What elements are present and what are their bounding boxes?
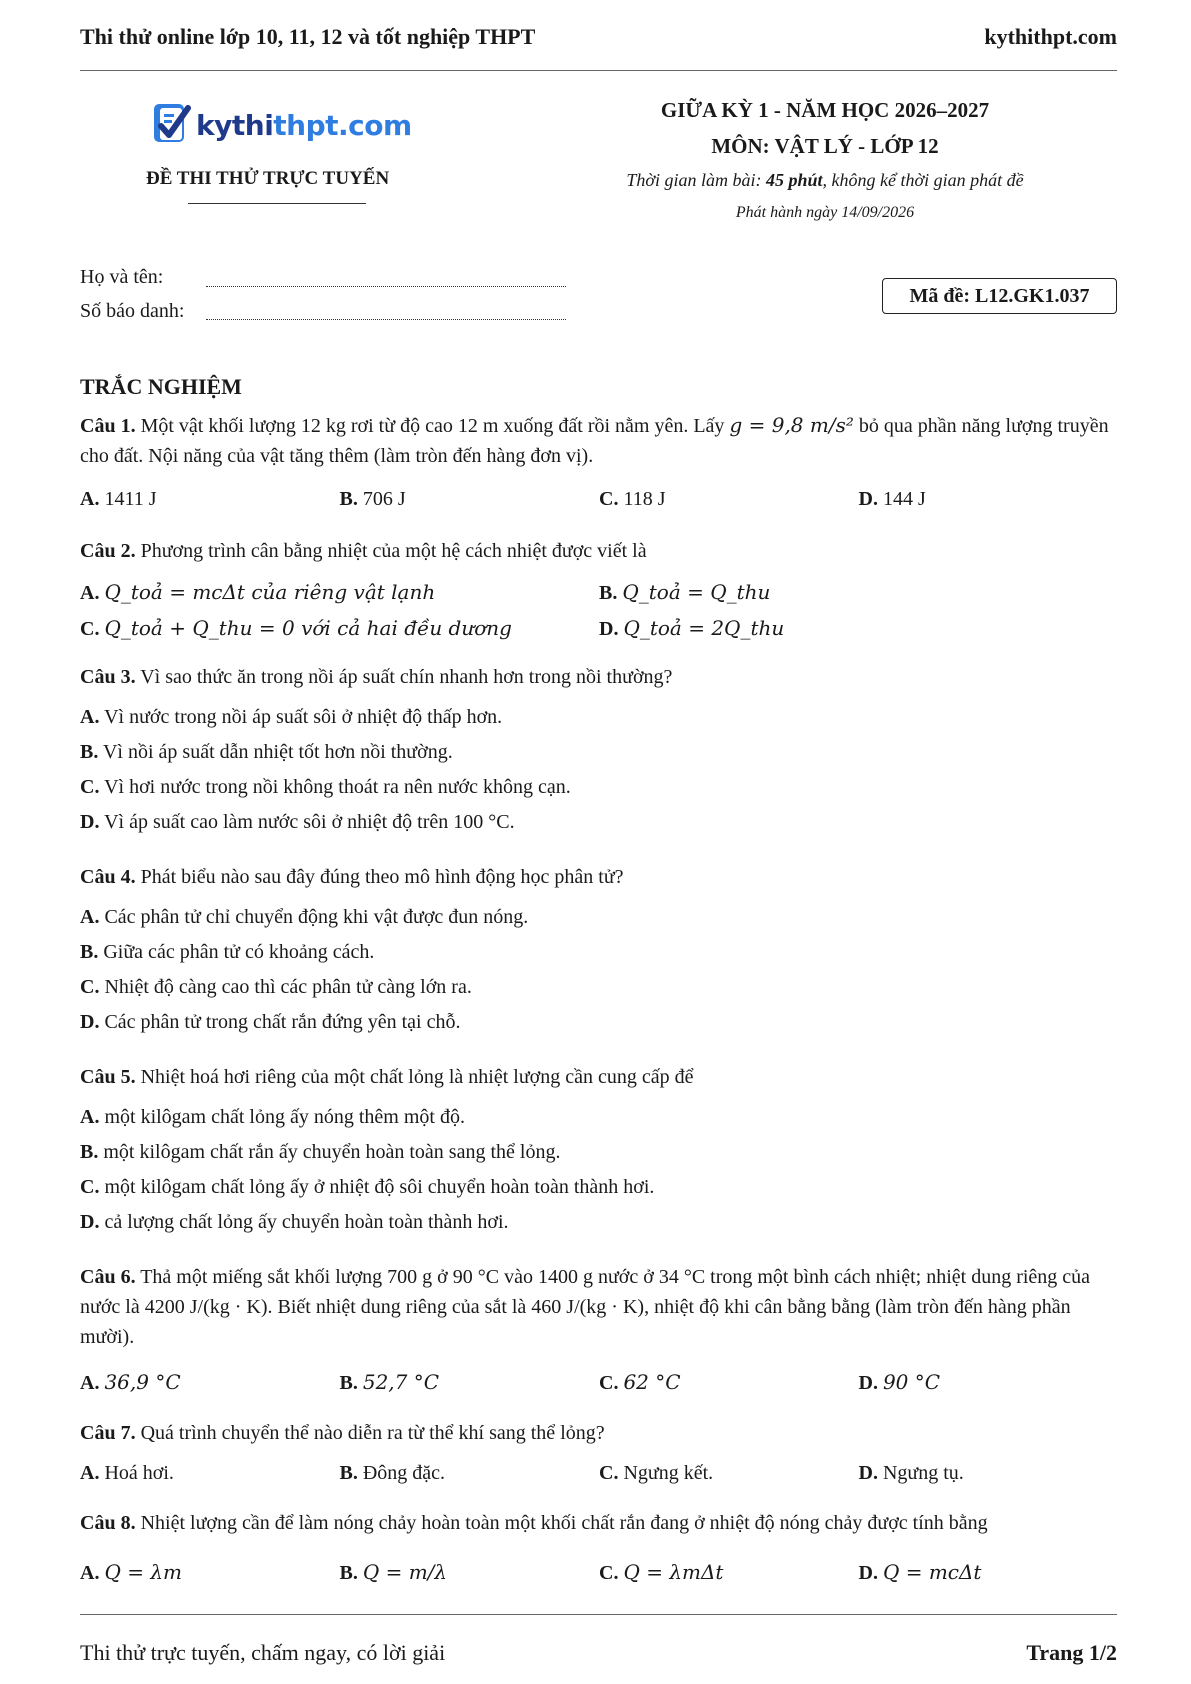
question-7-options <box>80 1462 1118 1485</box>
option-b[interactable]: B. 52,7 °C <box>339 1370 440 1394</box>
option-b[interactable]: B. Q_toả = Q_thu <box>599 580 771 604</box>
student-id-label: Số báo danh: <box>80 300 185 322</box>
header-divider <box>80 70 1117 71</box>
exam-subject: MÔN: VẬT LÝ - LỚP 12 <box>711 134 939 158</box>
release-date: Phát hành ngày 14/09/2026 <box>735 204 915 221</box>
exam-type-underline <box>188 203 366 204</box>
name-label: Họ và tên: <box>80 266 164 288</box>
option-d[interactable]: D. Vì áp suất cao làm nước sôi ở nhiệt độ trên 100 °C. <box>80 811 515 833</box>
header-site-name: kythithpt.com <box>984 24 1117 49</box>
option-a[interactable]: A. Q_toả = mcΔt của riêng vật lạnh <box>80 580 436 604</box>
question-1-options <box>80 488 1118 511</box>
option-b[interactable]: B. một kilôgam chất rắn ấy chuyển hoàn toàn sang thể lỏng. <box>80 1141 561 1163</box>
option-c[interactable]: C. 62 °C <box>599 1370 681 1394</box>
exam-title: GIỮA KỲ 1 - NĂM HỌC 2026–2027 <box>660 98 990 122</box>
footer-divider <box>80 1614 1117 1615</box>
option-a[interactable]: A. Hoá hơi. <box>80 1462 174 1484</box>
page-footer <box>80 1640 1117 1666</box>
option-a[interactable]: A. 36,9 °C <box>80 1370 181 1394</box>
question-5: Câu 5. Nhiệt hoá hơi riêng của một chất lỏng là nhiệt lượng cần cung cấp để <box>80 1066 694 1088</box>
logo-icon <box>152 102 192 148</box>
option-c[interactable]: C. Q_toả + Q_thu = 0 với cả hai đều dương <box>80 616 512 640</box>
page-number: Trang 1/2 <box>1026 1640 1117 1665</box>
question-1: Câu 1. Một vật khối lượng 12 kg rơi từ độ cao 12 m xuống đất rồi nằm yên. Lấy g = 9,8 m/s² bỏ qua phần năng lượng truyền cho đất. Nội năng của vật tăng thêm (làm tròn đến hàng đơn vị). <box>80 413 1109 467</box>
section-title: TRẮC NGHIỆM <box>80 374 242 399</box>
option-b[interactable]: B. Q = m/λ <box>339 1559 448 1584</box>
option-d[interactable]: D. Q = mcΔt <box>858 1559 982 1584</box>
option-c[interactable]: C. Nhiệt độ càng cao thì các phân tử càng lớn ra. <box>80 976 472 998</box>
question-8-options <box>80 1552 1118 1592</box>
question-8: Câu 8. Nhiệt lượng cần để làm nóng chảy hoàn toàn một khối chất rắn đang ở nhiệt độ nóng chảy được tính bằng <box>80 1512 988 1534</box>
option-a[interactable]: A. 1411 J <box>80 488 157 510</box>
option-a[interactable]: A. Vì nước trong nồi áp suất sôi ở nhiệt độ thấp hơn. <box>80 706 503 728</box>
option-c[interactable]: C. 118 J <box>599 488 666 510</box>
exam-code-badge: Mã đề: L12.GK1.037 <box>882 278 1117 314</box>
option-c[interactable]: C. Q = λmΔt <box>599 1559 724 1584</box>
option-d[interactable]: D. Ngưng tụ. <box>858 1462 964 1484</box>
option-a[interactable]: A. Các phân tử chỉ chuyển động khi vật được đun nóng. <box>80 906 529 928</box>
option-a[interactable]: A. một kilôgam chất lỏng ấy nóng thêm một độ. <box>80 1106 465 1128</box>
question-4: Câu 4. Phát biểu nào sau đây đúng theo mô hình động học phân tử? <box>80 866 624 888</box>
option-d[interactable]: D. cả lượng chất lỏng ấy chuyển hoàn toàn thành hơi. <box>80 1211 509 1233</box>
question-2-options-row-1 <box>80 580 1118 605</box>
option-d[interactable]: D. Các phân tử trong chất rắn đứng yên tại chỗ. <box>80 1011 461 1033</box>
question-3: Câu 3. Vì sao thức ăn trong nồi áp suất chín nhanh hơn trong nồi thường? <box>80 666 673 688</box>
option-c[interactable]: C. Ngưng kết. <box>599 1462 714 1484</box>
option-d[interactable]: D. 144 J <box>858 488 926 510</box>
question-2-options-row-2 <box>80 616 1118 641</box>
site-logo <box>152 102 412 148</box>
top-header <box>80 24 1117 50</box>
option-c[interactable]: C. một kilôgam chất lỏng ấy ở nhiệt độ sôi chuyển hoàn toàn thành hơi. <box>80 1176 655 1198</box>
student-id-field[interactable] <box>206 318 566 320</box>
option-a[interactable]: A. Q = λm <box>80 1559 182 1584</box>
question-7: Câu 7. Quá trình chuyển thể nào diễn ra từ thể khí sang thể lỏng? <box>80 1422 605 1444</box>
option-d[interactable]: D. Q_toả = 2Q_thu <box>599 616 785 640</box>
option-b[interactable]: B. 706 J <box>339 488 406 510</box>
header-left-text: Thi thử online lớp 10, 11, 12 và tốt nghiệp THPT <box>80 24 536 49</box>
exam-type-label: ĐỀ THI THỬ TRỰC TUYẾN <box>146 168 390 189</box>
option-b[interactable]: B. Giữa các phân tử có khoảng cách. <box>80 941 375 963</box>
name-field[interactable] <box>206 285 566 287</box>
question-6: Câu 6. Thả một miếng sắt khối lượng 700 g ở 90 °C vào 1400 g nước ở 34 °C trong một bình cách nhiệt; nhiệt dung riêng của nước là 4200 J/(kg · K). Biết nhiệt dung riêng của sắt là 460 J/(kg · K), nhiệt độ khi cân bằng bằng (làm tròn đến hàng phần mười). <box>80 1266 1091 1348</box>
option-b[interactable]: B. Đông đặc. <box>339 1462 446 1484</box>
option-d[interactable]: D. 90 °C <box>858 1370 941 1394</box>
footer-tagline: Thi thử trực tuyến, chấm ngay, có lời giải <box>80 1640 446 1665</box>
option-c[interactable]: C. Vì hơi nước trong nồi không thoát ra nên nước không cạn. <box>80 776 571 798</box>
question-2: Câu 2. Phương trình cân bằng nhiệt của một hệ cách nhiệt được viết là <box>80 540 647 562</box>
option-b[interactable]: B. Vì nồi áp suất dẫn nhiệt tốt hơn nồi thường. <box>80 741 453 763</box>
exam-time: Thời gian làm bài: 45 phút, không kể thời gian phát đề <box>626 170 1024 190</box>
logo-text: kythithpt.com <box>196 108 412 142</box>
question-6-options <box>80 1370 1118 1395</box>
